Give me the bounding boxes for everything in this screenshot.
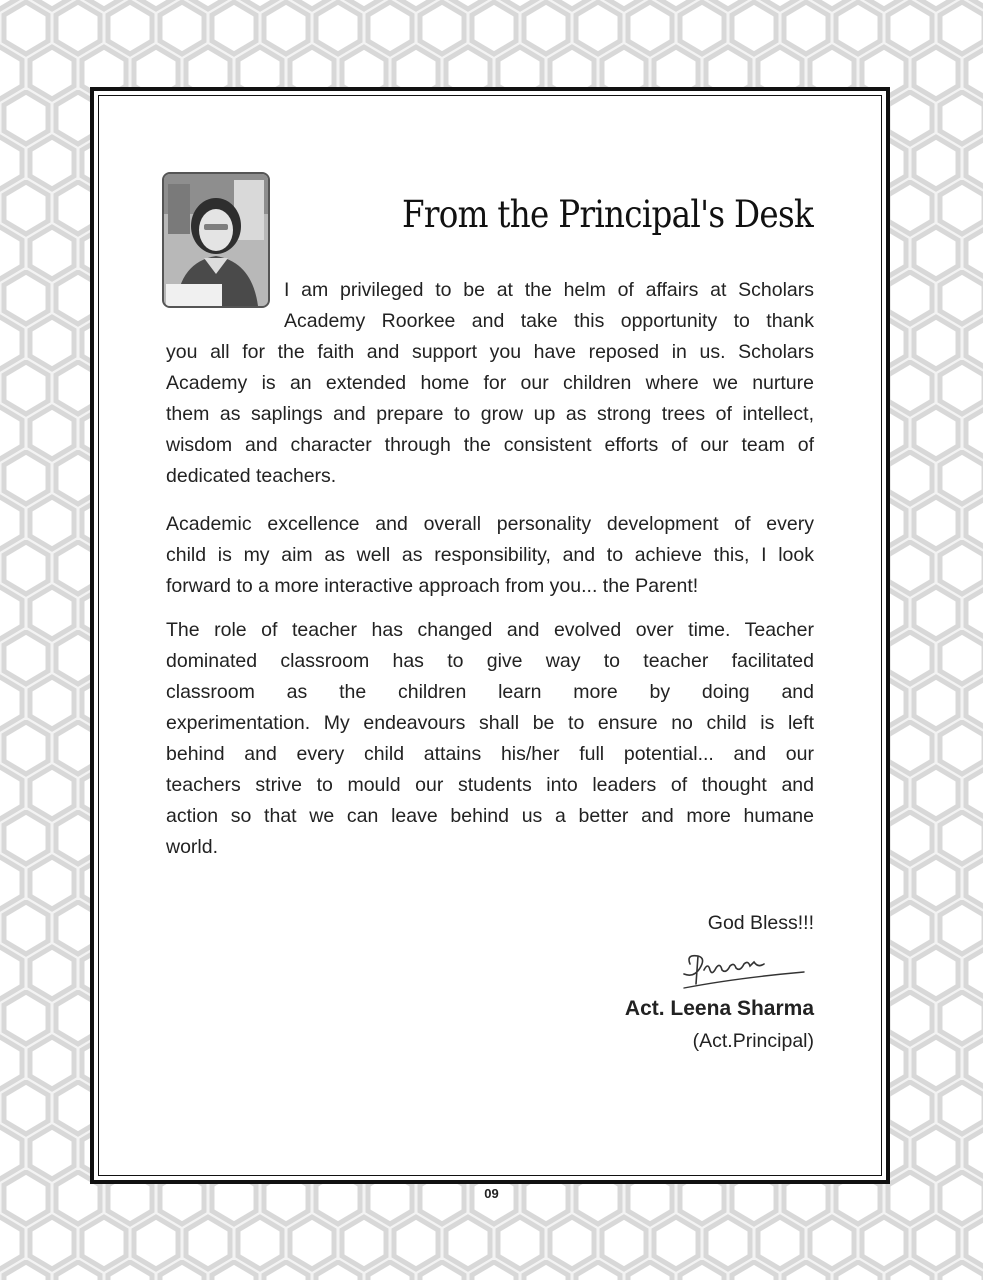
paragraph-line: dominated classroom has to give way to teacher facilitated xyxy=(166,650,814,672)
handwritten-signature xyxy=(676,944,808,994)
paragraph-line: behind and every child attains his/her full potential... and our xyxy=(166,743,814,765)
page-number: 09 xyxy=(484,1186,499,1201)
paragraph-line: action so that we can leave behind us a better and more humane xyxy=(166,805,814,827)
paragraph-line: The role of teacher has changed and evolved over time. Teacher xyxy=(166,619,814,641)
paragraph-line: you all for the faith and support you have reposed in us. Scholars xyxy=(166,341,814,363)
paragraph-line: them as saplings and prepare to grow up as strong trees of intellect, xyxy=(166,403,814,425)
paragraph-line: classroom as the children learn more by doing and xyxy=(166,681,814,703)
paragraph-line: world. xyxy=(166,836,219,858)
paragraph-line: Academic excellence and overall personality development of every xyxy=(166,513,814,535)
signatory-role: (Act.Principal) xyxy=(692,1030,814,1052)
paragraph-line: Academy is an extended home for our children where we nurture xyxy=(166,372,814,394)
closing-blessing: God Bless!!! xyxy=(707,912,814,934)
paragraph-line: child is my aim as well as responsibility, and to achieve this, I look xyxy=(166,544,814,566)
paragraph-line: experimentation. My endeavours shall be to ensure no child is left xyxy=(166,712,814,734)
paragraph-academic-excellence xyxy=(166,509,814,602)
paragraph-line: Academy Roorkee and take this opportunity to thank xyxy=(284,310,814,332)
paragraph-introduction xyxy=(166,275,814,492)
paragraph-line: wisdom and character through the consistent efforts of our team of xyxy=(166,434,814,456)
paragraph-line: I am privileged to be at the helm of affairs at Scholars xyxy=(284,279,814,301)
paragraph-line: teachers strive to mould our students into leaders of thought and xyxy=(166,774,814,796)
signatory-name: Act. Leena Sharma xyxy=(624,997,814,1020)
page-title: From the Principal's Desk xyxy=(401,193,813,236)
paragraph-role-of-teacher xyxy=(166,615,814,863)
paragraph-line: forward to a more interactive approach from you... the Parent! xyxy=(166,575,699,597)
paragraph-line: dedicated teachers. xyxy=(166,465,337,487)
